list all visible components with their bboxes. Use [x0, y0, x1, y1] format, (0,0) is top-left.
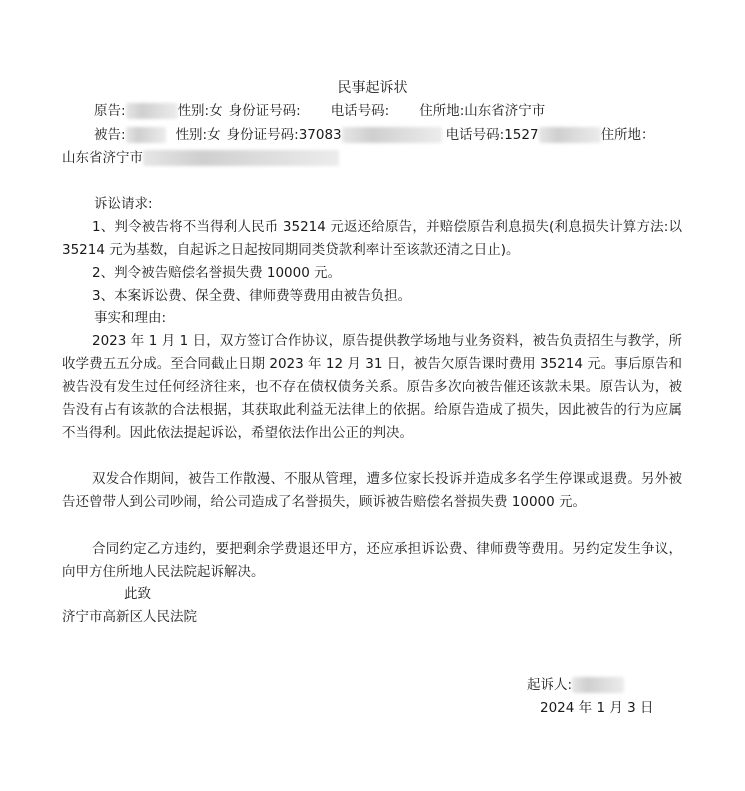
- claim-item-3: 3、本案诉讼费、保全费、律师费等费用由被告负担。: [92, 288, 412, 304]
- facts-heading: 事实和理由:: [94, 310, 167, 326]
- redacted-defendant-id: [342, 127, 442, 143]
- defendant-id-label: 身份证号码:: [226, 127, 299, 143]
- redacted-defendant-phone: [539, 127, 601, 143]
- plaintiff-id-label: 身份证号码:: [228, 103, 301, 119]
- redacted-defendant-name: [126, 127, 166, 143]
- plaintiff-label: 原告:: [94, 103, 126, 119]
- defendant-address-label: 住所地：: [600, 127, 655, 143]
- facts-paragraph-1: 2023 年 1 月 1 日，双方签订合作协议，原告提供教学场地与业务资料，被告负责招生与教学，所收学费五五分成。至合同截止日期 2023 年 12 月 31 日，被告欠原告课时费用 35214 元。事后原告和被告没有发生过任何经济往来，也不存在债权债务关系。原告多次向被告催还该款未果。原告认为，被告没有占有该款的合法根据，其获取此利益无法律上的依据。给原告造成了损失，因此被告的行为应属不当得利。因此依法提起诉讼，希望依法作出公正的判决。: [62, 333, 682, 441]
- defendant-id-prefix: 37083: [298, 127, 342, 143]
- court-name: 济宁市高新区人民法院: [62, 609, 197, 625]
- signer-line: [527, 675, 624, 695]
- redacted-plaintiff-name: [126, 103, 178, 119]
- defendant-address-line: [62, 148, 339, 168]
- document-title: 民事起诉状: [337, 80, 408, 96]
- cizhi: 此致: [124, 586, 151, 602]
- claim-item-1: 1、判令被告将不当得利人民币 35214 元返还给原告，并赔偿原告利息损失(利息损失计算方法:以 35214 元为基数，自起诉之日起按同期同类贷款利率计至该款还清之日止)。: [62, 219, 682, 258]
- defendant-line: [94, 125, 655, 145]
- signer-label: 起诉人:: [527, 677, 573, 693]
- plaintiff-line: [94, 101, 545, 121]
- document-date: 2024 年 1 月 3 日: [540, 700, 654, 716]
- redacted-defendant-address: [143, 150, 339, 166]
- plaintiff-phone-label: 电话号码:: [330, 103, 390, 119]
- redacted-signer-name: [572, 677, 624, 693]
- facts-paragraph-3: 合同约定乙方违约，要把剩余学费退还甲方，还应承担诉讼费、律师费等费用。另约定发生争议，向甲方住所地人民法院起诉解决。: [62, 541, 682, 580]
- plaintiff-address: 住所地:山东省济宁市: [419, 103, 546, 119]
- claim-item-2: 2、判令被告赔偿名誉损失费 10000 元。: [92, 265, 342, 281]
- facts-paragraph-2: 双发合作期间，被告工作散漫、不服从管理，遭多位家长投诉并造成多名学生停课或退费。另外被告还曾带人到公司吵闹，给公司造成了名誉损失，顾诉被告赔偿名誉损失费 10000 元。: [62, 471, 682, 510]
- defendant-phone-prefix: 1527: [504, 127, 539, 143]
- defendant-gender: 性别:女: [175, 127, 221, 143]
- plaintiff-gender: 性别:女: [177, 103, 223, 119]
- defendant-label: 被告:: [94, 127, 126, 143]
- claims-heading: 诉讼请求:: [94, 196, 153, 212]
- defendant-phone-label: 电话号码:: [445, 127, 505, 143]
- defendant-address: 山东省济宁市: [62, 150, 143, 166]
